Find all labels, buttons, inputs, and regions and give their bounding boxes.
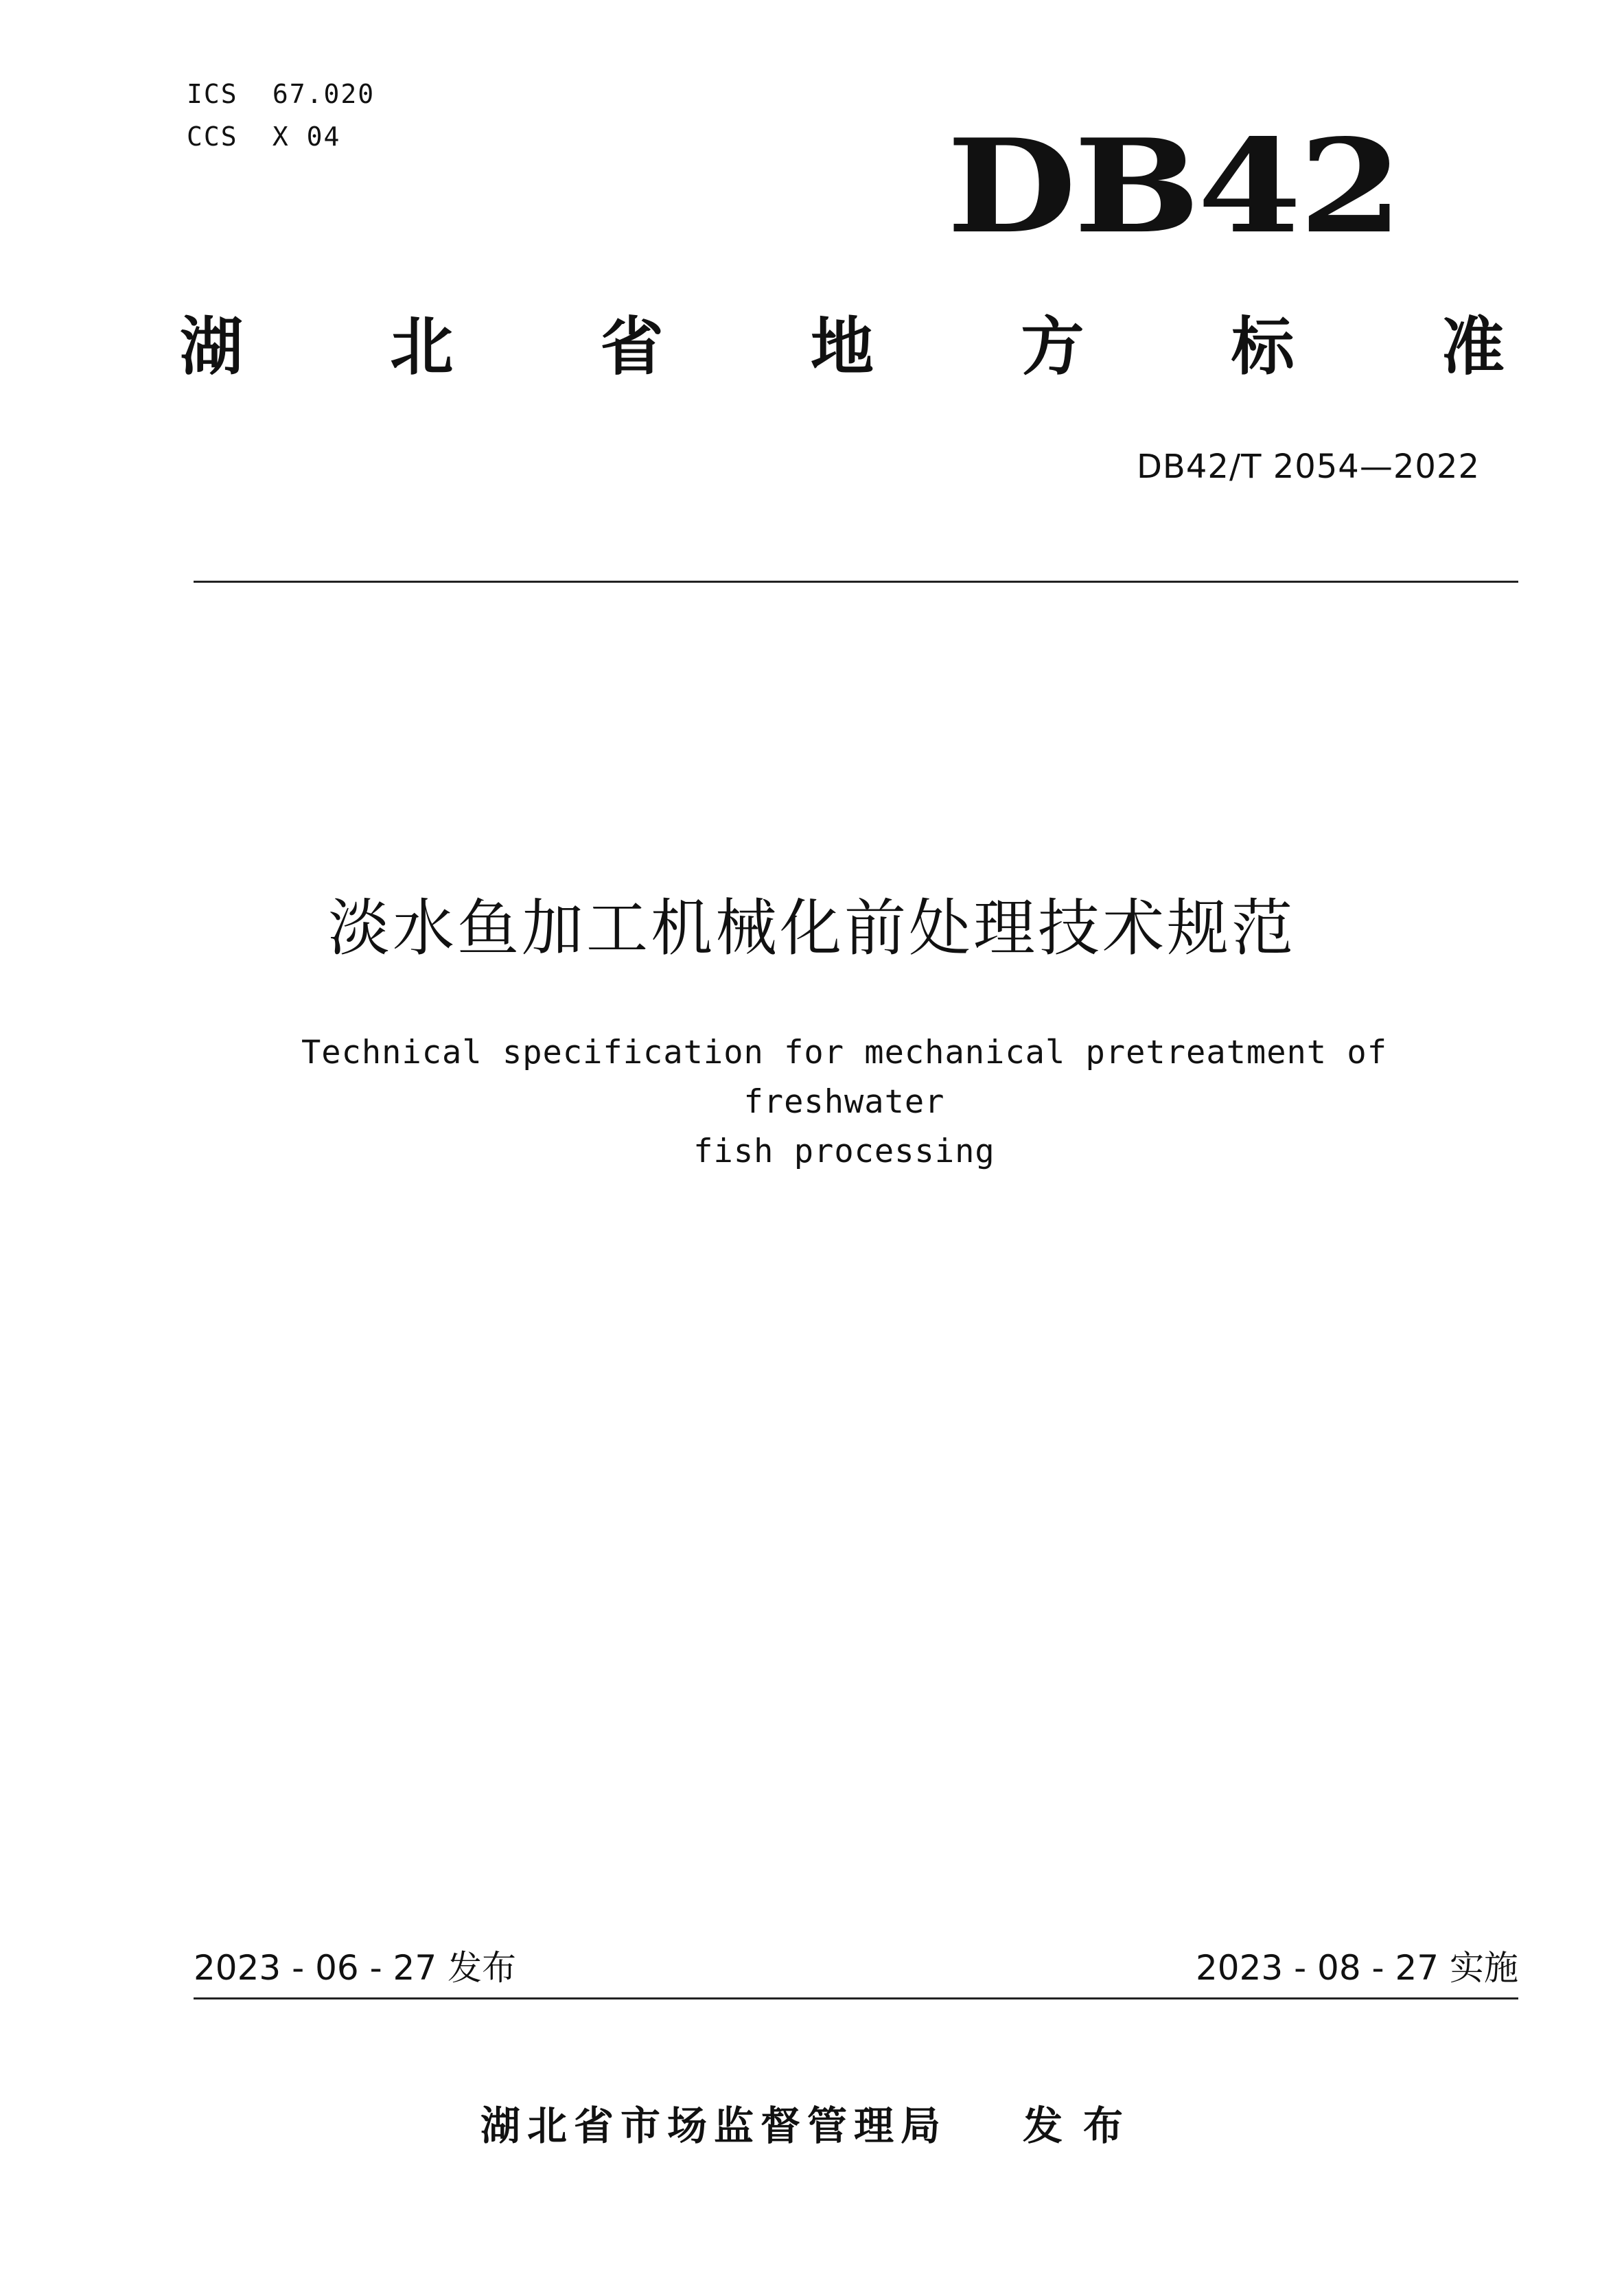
standard-title-char: 湖: [180, 310, 244, 384]
footer-divider: [194, 1997, 1518, 1999]
ccs-code: [187, 121, 341, 152]
ics-label: ICS: [187, 79, 238, 109]
english-title-line: Technical specification for mechanical pretreatment of freshwater: [301, 1034, 1387, 1121]
standard-title-char: 标: [1231, 310, 1295, 384]
standard-title-char: 准: [1441, 310, 1505, 384]
header-divider: [194, 581, 1518, 583]
standard-type-title: [180, 310, 1505, 384]
document-title-english: [206, 1028, 1483, 1176]
standard-title-char: 省: [600, 310, 664, 384]
db42-logo: DB42: [947, 111, 1400, 262]
document-title-chinese: 淡水鱼加工机械化前处理技术规范: [328, 892, 1296, 964]
standard-title-char: 北: [390, 310, 454, 384]
publisher-name: 湖北省市场监督管理局: [480, 2102, 947, 2149]
ccs-label: CCS: [187, 121, 238, 152]
ics-value: 67.020: [272, 79, 375, 109]
standard-title-char: 地: [810, 310, 874, 384]
publisher-line: [0, 2102, 1624, 2149]
publish-action: 发布: [1023, 2102, 1144, 2149]
implementation-date: 2023 - 08 - 27 实施: [1195, 1948, 1518, 1988]
ics-code: [187, 81, 375, 107]
english-title-line: fish processing: [693, 1133, 995, 1170]
issue-date: 2023 - 06 - 27 发布: [194, 1948, 517, 1988]
standard-title-char: 方: [1021, 310, 1084, 384]
standard-number: DB42/T 2054—2022: [1136, 448, 1480, 486]
ccs-value: X 04: [272, 121, 341, 152]
